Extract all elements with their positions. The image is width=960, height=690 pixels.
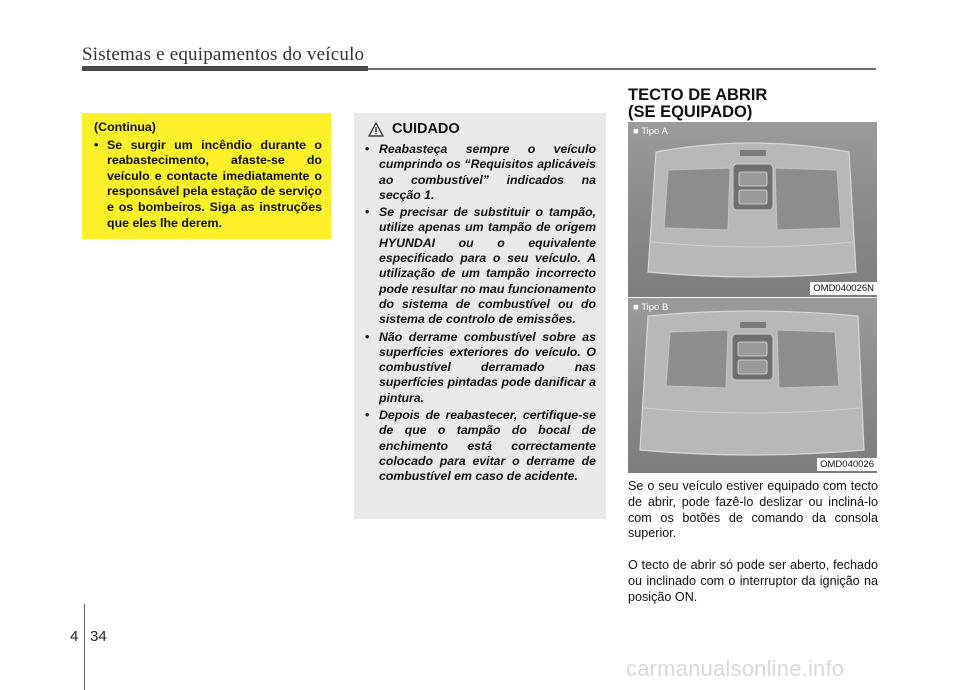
caution-item: • Reabasteça sempre o veículo cumprindo os “Requisitos aplicáveis ao combustível” indicados na secção 1. [364, 142, 596, 203]
overhead-console-illustration [628, 122, 877, 297]
page-number: 34 [90, 628, 107, 645]
body-paragraph: O tecto de abrir só pode ser aberto, fechado ou inclinado com o interruptor da ignição na posição ON. [628, 558, 878, 604]
header-rule-thin [368, 68, 876, 70]
caution-list [364, 142, 596, 485]
section-title-line1: TECTO DE ABRIR [628, 86, 768, 104]
section-title-line2: (SE EQUIPADO) [628, 103, 753, 121]
caution-item: • Se precisar de substituir o tampão, utilize apenas um tampão de origem HYUNDAI ou o equivalente especificado para o seu veículo. A utilização de um tampão incorrecto pode resultar no mau funcionamento do sistema de combustível ou do sistema de controlo de emissões. [364, 205, 596, 327]
overhead-console-illustration [628, 298, 877, 473]
continued-warning-box [82, 113, 331, 239]
footer-divider [84, 604, 85, 690]
figure-code: OMD040026N [810, 282, 877, 295]
header-rule-thick [82, 66, 368, 71]
figure-label: ■ Tipo A [633, 126, 668, 137]
chapter-number: 4 [70, 628, 79, 645]
continued-item: • Se surgir um incêndio durante o reabastecimento, afaste-se do veículo e contacte imediatamente o responsável pela estação de serviço e os bombeiros. Siga as instruções que eles lhe derem. [92, 138, 322, 232]
figure-code: OMD040026 [817, 458, 877, 471]
caution-item: • Depois de reabastecer, certifique-se de que o tampão do bocal de enchimento está correctamente colocado para evitar o derrame de combustível em caso de acidente. [364, 408, 596, 484]
continued-heading: (Continua) [94, 120, 156, 134]
figure-label: ■ Tipo B [633, 302, 669, 313]
warning-triangle-icon [368, 122, 384, 137]
caution-header [368, 121, 596, 137]
watermark: carmanualsonline.info [626, 656, 845, 681]
body-paragraph: Se o seu veículo estiver equipado com tecto de abrir, pode fazê-lo deslizar ou incliná-lo com os botões de comando da consola superior. [628, 479, 878, 541]
sunroof-console-photo-type-b [628, 297, 877, 473]
caution-item: • Não derrame combustível sobre as superfícies exteriores do veículo. O combustível derramado nas superfícies pintadas pode danificar a pintura. [364, 330, 596, 406]
continued-list [92, 138, 322, 232]
running-header: Sistemas e equipamentos do veículo [82, 44, 365, 65]
section-title [628, 87, 767, 121]
sunroof-console-photo-type-a [628, 122, 877, 297]
caution-box [354, 113, 606, 519]
caution-heading: CUIDADO [392, 121, 460, 137]
